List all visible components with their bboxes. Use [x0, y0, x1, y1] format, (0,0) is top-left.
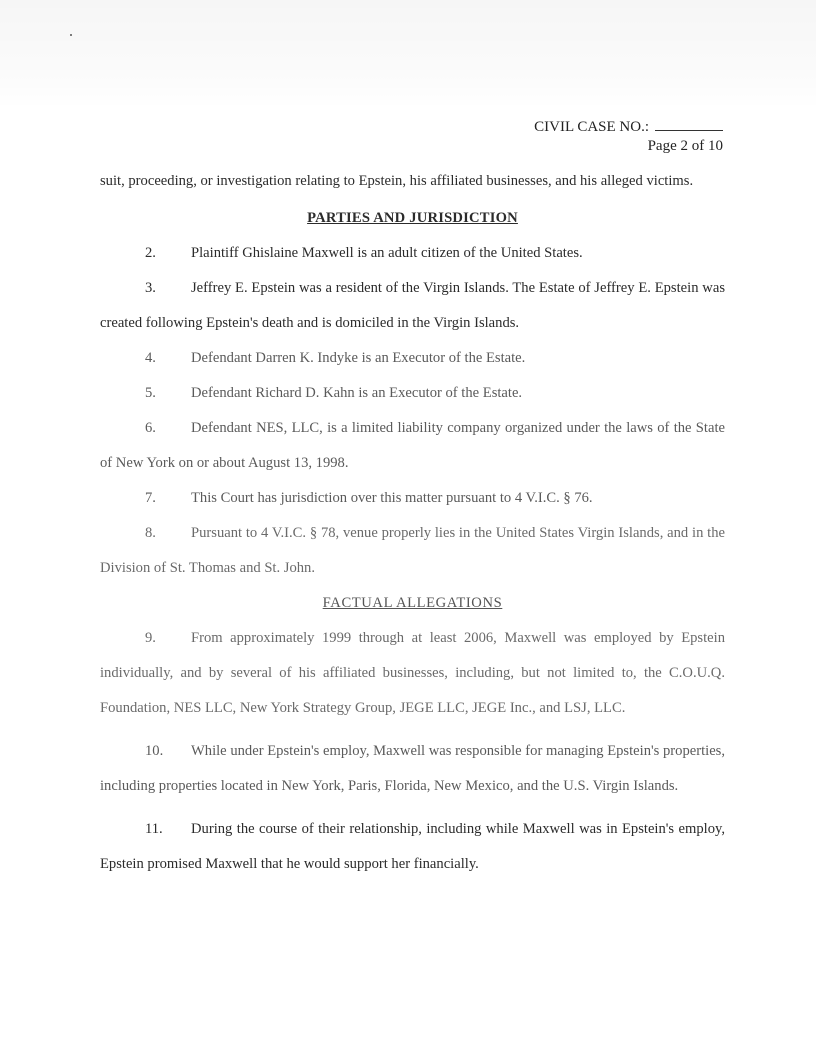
paragraph-10 — [100, 734, 725, 804]
page-number: Page 2 of 10 — [647, 138, 723, 154]
paragraph-8 — [100, 516, 725, 586]
paragraph-text: Defendant NES, LLC, is a limited liability company organized under the laws of the State of New York on or about August 13, 1998. — [100, 420, 725, 471]
paragraph-7 — [100, 481, 725, 516]
scan-artifact-band — [0, 0, 816, 110]
paragraph-11 — [100, 812, 725, 882]
case-number-line — [534, 118, 723, 137]
paragraph-text: Jeffrey E. Epstein was a resident of the Virgin Islands. The Estate of Jeffrey E. Epstein was created following Epstein's death and is domiciled in the Virgin Islands. — [100, 280, 725, 331]
intro-continuation: suit, proceeding, or investigation relating to Epstein, his affiliated businesses, and his alleged victims. — [100, 173, 694, 189]
case-number-label: CIVIL CASE NO.: — [534, 119, 649, 135]
paragraph-2 — [100, 236, 725, 271]
paragraph-number: 10. — [145, 743, 164, 759]
paragraph-text: From approximately 1999 through at least 2006, Maxwell was employed by Epstein individually, and by several of his affiliated businesses, including, but not limited to, the C.O.U.Q. Foundation, NES LLC, New York Strategy Group, JEGE LLC, JEGE Inc., and LSJ, LLC. — [100, 630, 725, 716]
paragraph-5 — [100, 376, 725, 411]
paragraph-number: 7. — [145, 490, 156, 506]
paragraph-text: Pursuant to 4 V.I.C. § 78, venue properly lies in the United States Virgin Islands, and in the Division of St. Thomas and St. John. — [100, 525, 725, 576]
paragraph-number: 3. — [145, 280, 156, 296]
paragraph-9 — [100, 621, 725, 726]
paragraph-text: Defendant Darren K. Indyke is an Executor of the Estate. — [191, 350, 526, 366]
paragraph-number: 8. — [145, 525, 156, 541]
paragraph-number: 4. — [145, 350, 156, 366]
paragraph-4 — [100, 341, 725, 376]
scan-artifact-dot — [70, 34, 72, 36]
paragraph-text: While under Epstein's employ, Maxwell was responsible for managing Epstein's properties, including properties located in New York, Paris, Florida, New Mexico, and the U.S. Virgin Islands. — [100, 743, 725, 794]
paragraph-number: 5. — [145, 385, 156, 401]
paragraph-number: 9. — [145, 630, 156, 646]
paragraph-text: This Court has jurisdiction over this matter pursuant to 4 V.I.C. § 76. — [191, 490, 593, 506]
paragraph-3 — [100, 271, 725, 341]
paragraph-number: 6. — [145, 420, 156, 436]
page-header — [534, 118, 723, 156]
paragraph-text: Plaintiff Ghislaine Maxwell is an adult citizen of the United States. — [191, 245, 583, 261]
paragraph-number: 11. — [145, 821, 163, 837]
paragraph-text: During the course of their relationship, including while Maxwell was in Epstein's employ, Epstein promised Maxwell that he would support her financially. — [100, 821, 725, 872]
section-heading-factual: FACTUAL ALLEGATIONS — [322, 595, 503, 611]
case-number-blank — [655, 118, 723, 131]
section-heading-parties: PARTIES AND JURISDICTION — [307, 210, 518, 226]
paragraph-6 — [100, 411, 725, 481]
paragraph-number: 2. — [145, 245, 156, 261]
paragraph-text: Defendant Richard D. Kahn is an Executor of the Estate. — [191, 385, 523, 401]
document-body — [100, 164, 725, 882]
